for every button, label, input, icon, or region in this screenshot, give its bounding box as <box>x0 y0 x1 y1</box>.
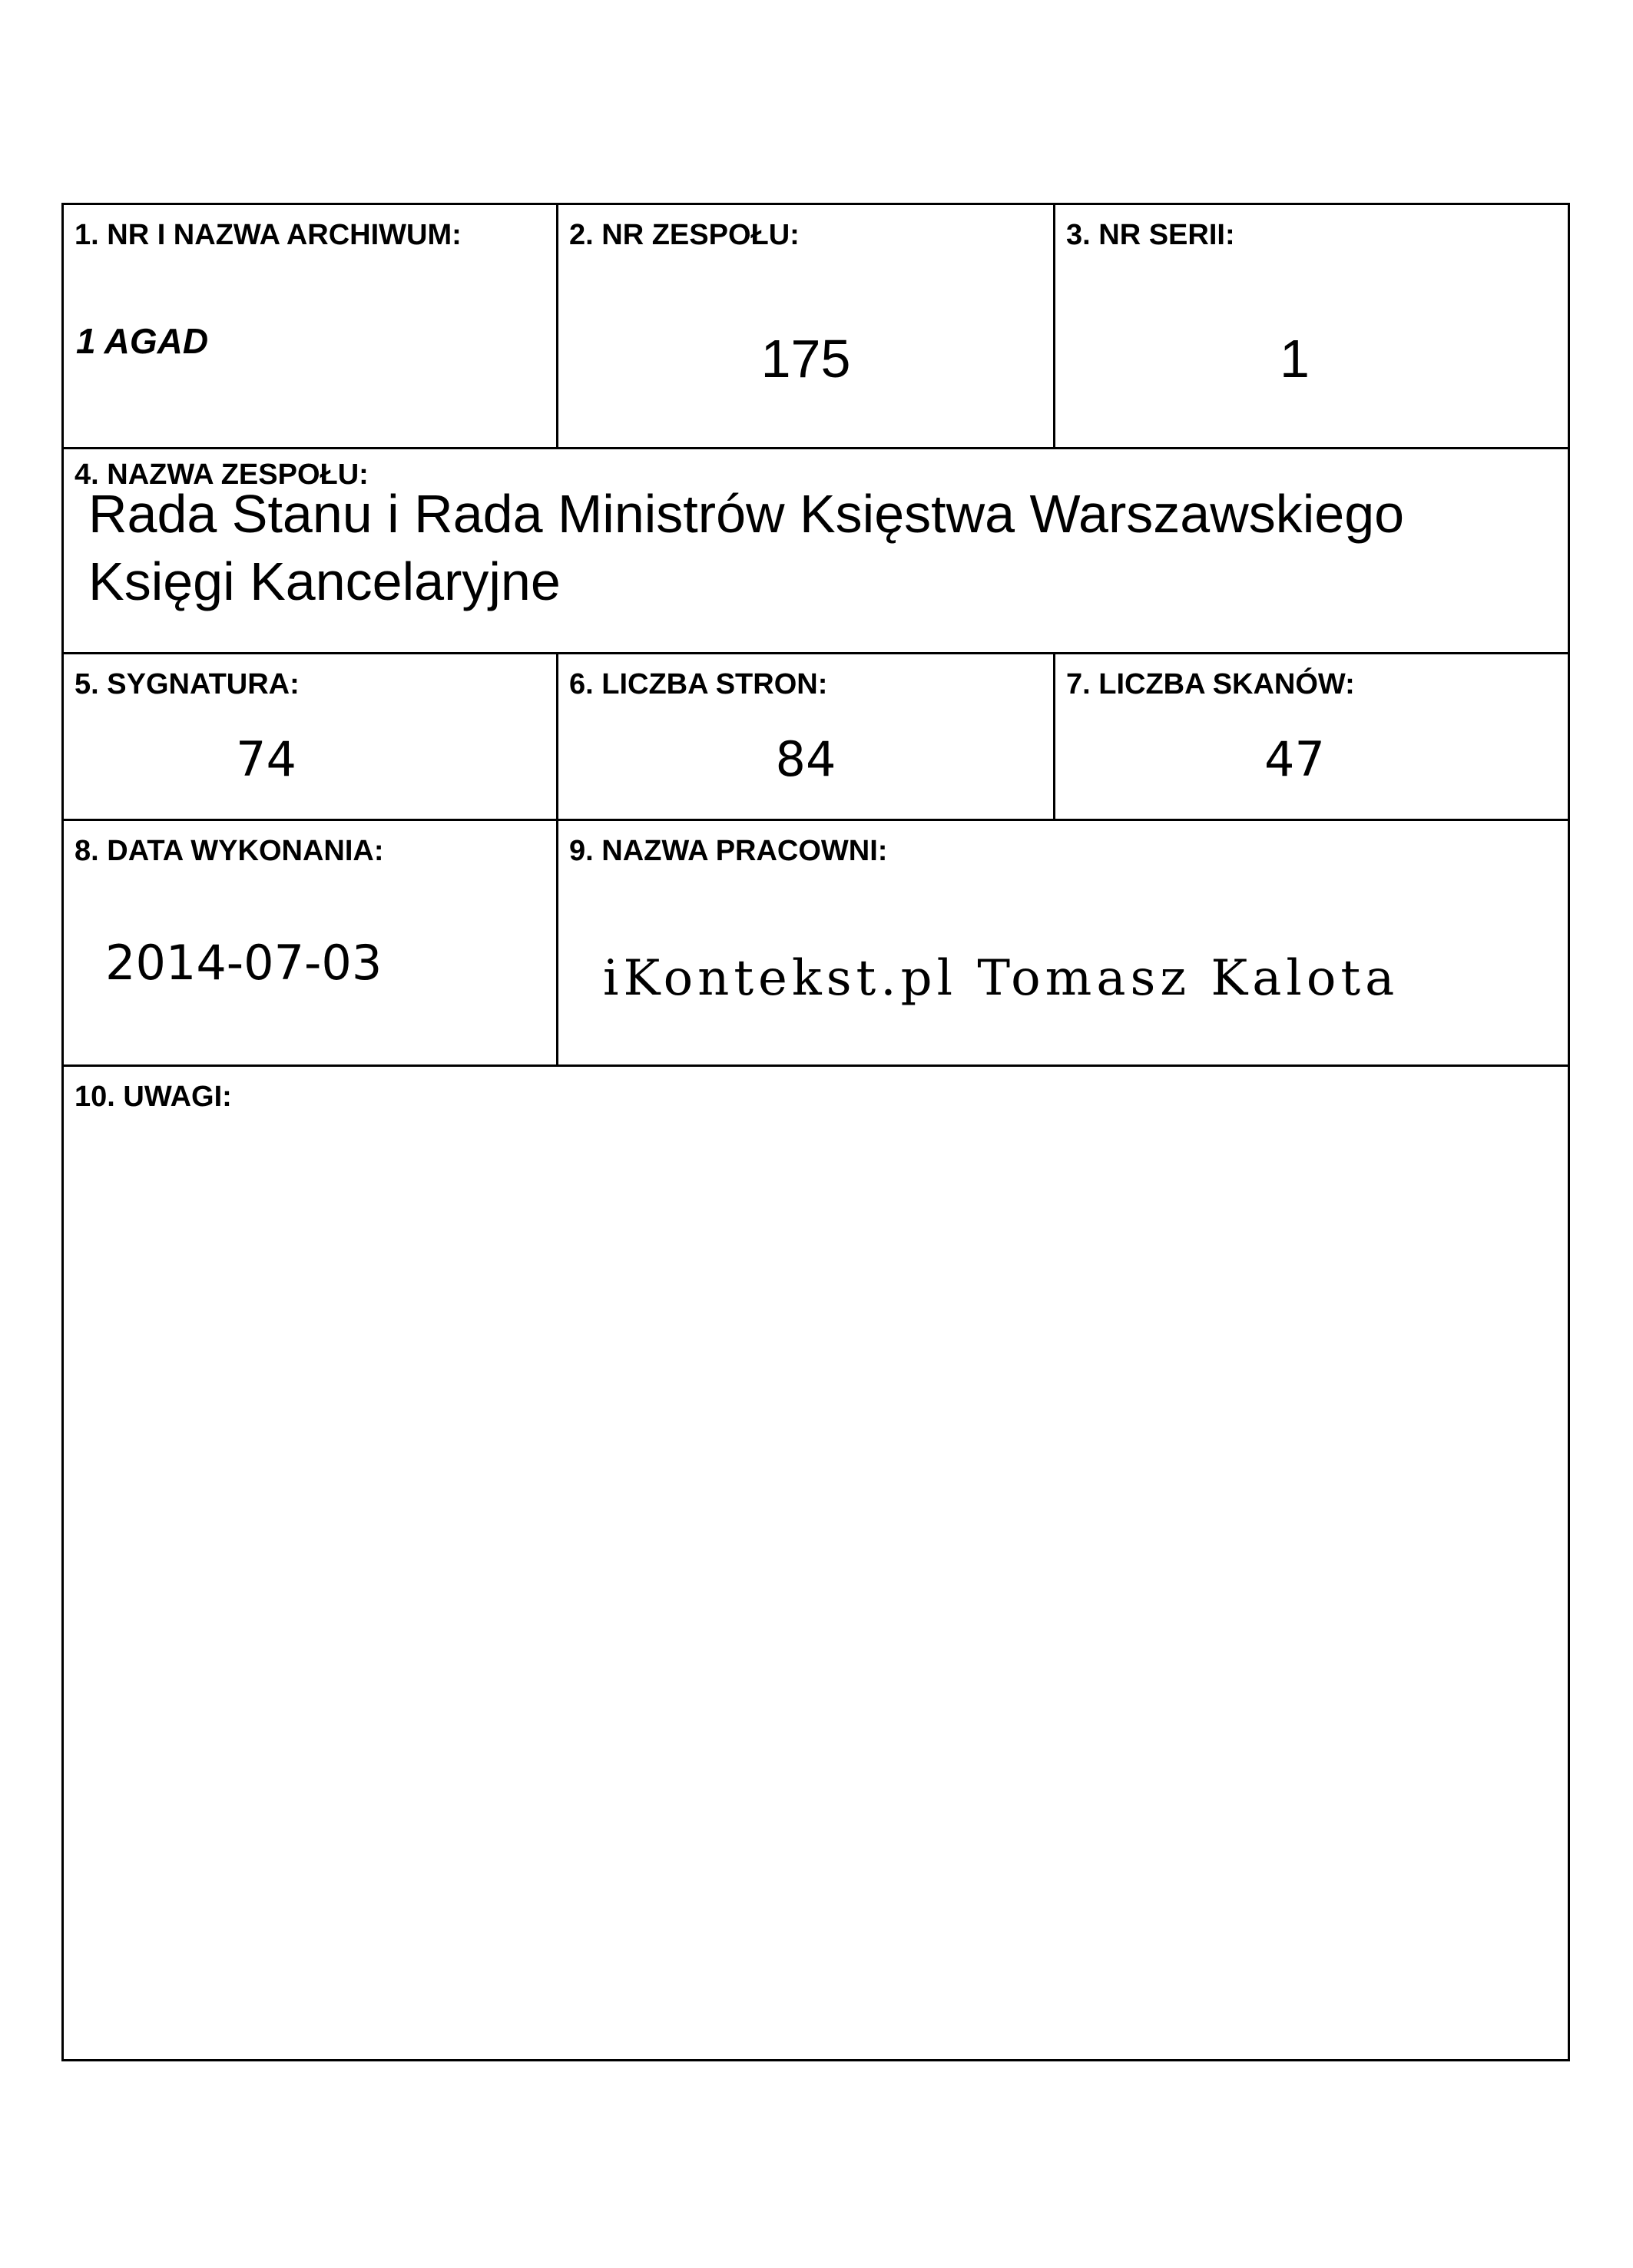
workshop-name-cell <box>558 821 1568 1067</box>
fond-name-line-1: Rada Stanu i Rada Ministrów Księstwa Warszawskiego <box>88 484 1405 544</box>
scan-count-value: 47 <box>1264 731 1325 787</box>
signature-label: 5. SYGNATURA: <box>75 668 300 700</box>
archive-metadata-form <box>61 203 1570 2061</box>
scan-count-cell <box>1055 654 1568 821</box>
archive-value: 1 AGAD <box>76 321 209 361</box>
series-number-value: 1 <box>1280 329 1310 389</box>
scan-count-label: 7. LICZBA SKANÓW: <box>1066 668 1355 700</box>
series-number-cell <box>1055 205 1568 449</box>
execution-date-cell <box>64 821 558 1067</box>
archive-cell <box>64 205 558 449</box>
workshop-name-label: 9. NAZWA PRACOWNI: <box>569 835 888 867</box>
fond-name-line-2: Księgi Kancelaryjne <box>88 551 561 611</box>
page-count-cell <box>558 654 1055 821</box>
fond-number-value: 175 <box>760 329 851 389</box>
page-count-label: 6. LICZBA STRON: <box>569 668 828 700</box>
fond-name-label: 4. NAZWA ZESPOŁU: <box>75 459 369 491</box>
series-number-label: 3. NR SERII: <box>1066 219 1235 251</box>
remarks-label: 10. UWAGI: <box>75 1081 232 1113</box>
execution-date-value: 2014-07-03 <box>105 935 383 991</box>
execution-date-label: 8. DATA WYKONANIA: <box>75 835 384 867</box>
signature-cell <box>64 654 558 821</box>
signature-value: 74 <box>236 731 296 787</box>
remarks-cell <box>64 1067 1568 2059</box>
page-count-value: 84 <box>775 731 836 787</box>
fond-name-cell <box>64 449 1568 654</box>
workshop-name-value: iKontekst.pl Tomasz Kalota <box>603 950 1399 1007</box>
archive-label: 1. NR I NAZWA ARCHIWUM: <box>75 219 462 251</box>
fond-number-cell <box>558 205 1055 449</box>
fond-number-label: 2. NR ZESPOŁU: <box>569 219 800 251</box>
